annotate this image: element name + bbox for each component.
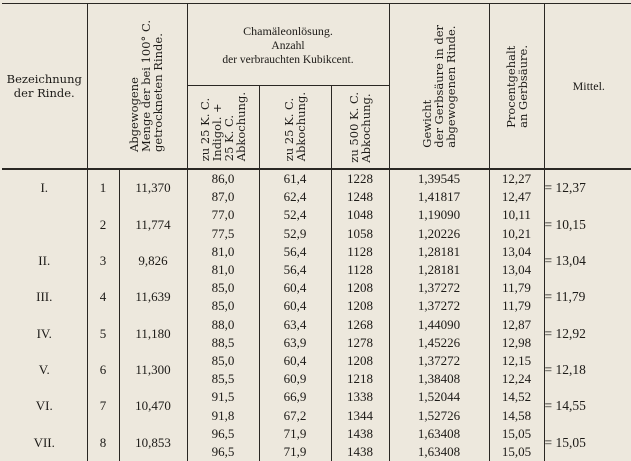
indigo-value: 87,0 (187, 188, 259, 206)
k500-value: 1228 (331, 169, 389, 188)
indigo-value: 85,0 (187, 352, 259, 370)
k25-value: 71,9 (259, 443, 331, 461)
table-row (2, 169, 631, 188)
chamaeleon-title: Chamäleonlösung. (243, 23, 333, 38)
indigo-value: 91,8 (187, 406, 259, 424)
anzahl-label: Anzahl der verbrauchten Kubikcent. (222, 39, 354, 66)
indigo-value: 77,5 (187, 225, 259, 243)
gewicht-value: 1,52044 (389, 388, 489, 406)
procent-value: 14,58 (489, 406, 544, 424)
rinde-name: I. (40, 180, 49, 196)
indigo-value: 85,5 (187, 370, 259, 388)
header-menge: Abgewogene Menge der bei 100° C. getrockneten Rinde. (87, 4, 187, 170)
gewicht-value: 1,38408 (389, 370, 489, 388)
k25-value: 62,4 (259, 188, 331, 206)
gewicht-value: 1,20226 (389, 225, 489, 243)
probe-number: 7 (87, 388, 119, 424)
k500-value: 1338 (331, 388, 389, 406)
header-mittel: Mittel. (544, 4, 631, 170)
k500-value: 1218 (331, 370, 389, 388)
procent-value: 14,52 (489, 388, 544, 406)
rinde-name: III. (36, 289, 53, 305)
menge-value: 11,774 (119, 206, 187, 242)
header-procent: Procentgehalt an Gerbsäure. (489, 4, 544, 170)
gewicht-value: 1,28181 (389, 261, 489, 279)
mittel-value: = 10,15 (544, 206, 631, 242)
mittel-value: = 12,92 (544, 316, 631, 352)
mittel-value: = 15,05 (544, 425, 631, 461)
gewicht-value: 1,52726 (389, 406, 489, 424)
procent-value: 11,79 (489, 297, 544, 315)
table-row (2, 388, 631, 406)
indigo-value: 85,0 (187, 297, 259, 315)
menge-value: 10,853 (119, 425, 187, 461)
rinde-name: II. (38, 252, 51, 268)
k500-value: 1278 (331, 334, 389, 352)
indigo-value: 91,5 (187, 388, 259, 406)
procent-value: 12,15 (489, 352, 544, 370)
indigo-value: 81,0 (187, 243, 259, 261)
k25-value: 56,4 (259, 261, 331, 279)
procent-value: 12,87 (489, 316, 544, 334)
k25-value: 61,4 (259, 169, 331, 188)
table-row (2, 279, 631, 297)
table-row (2, 425, 631, 443)
procent-value: 11,79 (489, 279, 544, 297)
gewicht-value: 1,37272 (389, 297, 489, 315)
k500-value: 1208 (331, 297, 389, 315)
rinde-name: VII. (33, 434, 55, 450)
mittel-value: = 13,04 (544, 243, 631, 279)
rinde-name (2, 206, 87, 242)
indigo-value: 85,0 (187, 279, 259, 297)
k25-value: 52,9 (259, 225, 331, 243)
indigo-value: 96,5 (187, 425, 259, 443)
probe-number: 5 (87, 316, 119, 352)
indigo-value: 77,0 (187, 206, 259, 224)
table-row (2, 316, 631, 334)
procent-value: 10,11 (489, 206, 544, 224)
menge-value: 11,180 (119, 316, 187, 352)
procent-value: 12,98 (489, 334, 544, 352)
gewicht-value: 1,45226 (389, 334, 489, 352)
procent-value: 13,04 (489, 243, 544, 261)
gewicht-value: 1,39545 (389, 169, 489, 188)
k25-value: 60,4 (259, 352, 331, 370)
mittel-value: = 14,55 (544, 388, 631, 424)
header-k500: zu 500 K. C. Abkochung. (331, 86, 389, 170)
procent-value: 15,05 (489, 425, 544, 443)
header-gewicht: Gewicht der Gerbsäure in der abgewogenen Rinde. (389, 4, 489, 170)
mittel-value: = 12,18 (544, 352, 631, 388)
k500-value: 1268 (331, 316, 389, 334)
k500-value: 1208 (331, 279, 389, 297)
gewicht-value: 1,37272 (389, 279, 489, 297)
procent-value: 12,47 (489, 188, 544, 206)
tannin-table (2, 3, 631, 461)
gewicht-value: 1,41817 (389, 188, 489, 206)
k500-value: 1048 (331, 206, 389, 224)
header-chamaeleon (187, 4, 389, 86)
procent-value: 13,04 (489, 261, 544, 279)
k25-value: 63,9 (259, 334, 331, 352)
k25-value: 56,4 (259, 243, 331, 261)
probe-number: 6 (87, 352, 119, 388)
indigo-value: 96,5 (187, 443, 259, 461)
k25-value: 52,4 (259, 206, 331, 224)
probe-number: 4 (87, 279, 119, 315)
menge-value: 11,300 (119, 352, 187, 388)
rinde-name: IV. (36, 325, 52, 341)
gewicht-value: 1,44090 (389, 316, 489, 334)
gewicht-value: 1,63408 (389, 443, 489, 461)
procent-value: 12,27 (489, 169, 544, 188)
header-k25: zu 25 K. C. Abkochung. (259, 86, 331, 170)
gewicht-value: 1,37272 (389, 352, 489, 370)
indigo-value: 88,5 (187, 334, 259, 352)
k500-value: 1344 (331, 406, 389, 424)
k25-value: 66,9 (259, 388, 331, 406)
k500-value: 1438 (331, 425, 389, 443)
k25-value: 67,2 (259, 406, 331, 424)
k500-value: 1058 (331, 225, 389, 243)
procent-value: 12,24 (489, 370, 544, 388)
mittel-value: = 11,79 (544, 279, 631, 315)
indigo-value: 86,0 (187, 169, 259, 188)
k25-value: 63,4 (259, 316, 331, 334)
k25-value: 60,4 (259, 297, 331, 315)
rinde-name: V. (38, 362, 50, 378)
menge-value: 9,826 (119, 243, 187, 279)
k25-value: 71,9 (259, 425, 331, 443)
k500-value: 1248 (331, 188, 389, 206)
probe-number: 8 (87, 425, 119, 461)
gewicht-value: 1,63408 (389, 425, 489, 443)
k500-value: 1208 (331, 352, 389, 370)
gewicht-value: 1,28181 (389, 243, 489, 261)
procent-value: 10,21 (489, 225, 544, 243)
header-indigo: zu 25 K. C. Indigol. + 25 K. C. Abkochung. (187, 86, 259, 170)
gewicht-value: 1,19090 (389, 206, 489, 224)
probe-number: 2 (87, 206, 119, 242)
menge-value: 10,470 (119, 388, 187, 424)
rinde-name: VI. (35, 398, 53, 414)
k25-value: 60,9 (259, 370, 331, 388)
k25-value: 60,4 (259, 279, 331, 297)
k500-value: 1128 (331, 243, 389, 261)
procent-value: 15,05 (489, 443, 544, 461)
header-bezeichnung: Bezeichnung der Rinde. (2, 4, 87, 170)
table-row (2, 206, 631, 224)
table-row (2, 352, 631, 370)
indigo-value: 81,0 (187, 261, 259, 279)
menge-value: 11,639 (119, 279, 187, 315)
indigo-value: 88,0 (187, 316, 259, 334)
k500-value: 1438 (331, 443, 389, 461)
menge-value: 11,370 (119, 169, 187, 206)
table-row (2, 243, 631, 261)
probe-number: 3 (87, 243, 119, 279)
mittel-value: = 12,37 (544, 169, 631, 206)
k500-value: 1128 (331, 261, 389, 279)
probe-number: 1 (87, 169, 119, 206)
